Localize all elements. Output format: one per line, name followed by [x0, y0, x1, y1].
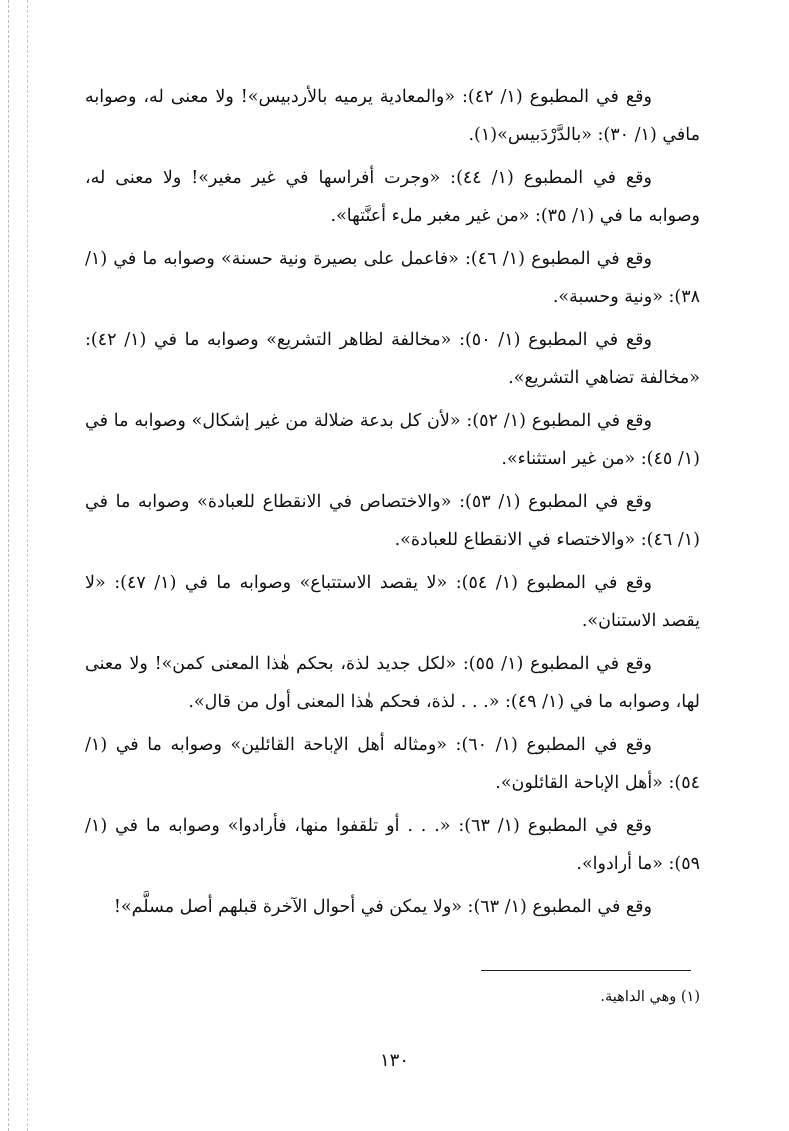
paragraph: وقع في المطبوع (١/ ٥٤): «لا يقصد الاستتباع» وصوابه ما في (١/ ٤٧): «لا يقصد الاستنان». — [85, 573, 700, 631]
main-text — [85, 78, 700, 931]
paragraph: وقع في المطبوع (١/ ٦٣): «. . . أو تلقفوا منها، فأرادوا» وصوابه ما في (١/ ٥٩): «ما أرادوا». — [85, 816, 700, 874]
paragraph: وقع في المطبوع (١/ ٤٢): «والمعادية يرميه بالأردبيس»! ولا معنى له، وصوابه مافي (١/ ٣٠): «بالدَّرْدَبيس»(١). — [85, 87, 700, 145]
page-number: ١٣٠ — [379, 1050, 409, 1071]
paragraph: وقع في المطبوع (١/ ٥٣): «والاختصاص في الانقطاع للعبادة» وصوابه ما في (١/ ٤٦): «والاختصاء في الانقطاع للعبادة». — [85, 492, 700, 550]
page-edge-line — [8, 0, 9, 1131]
paragraph: وقع في المطبوع (١/ ٦٣): «ولا يمكن في أحوال الآخرة قبلهم أصل مسلَّم»! — [113, 897, 652, 917]
footnote-divider — [481, 970, 691, 971]
paragraph: وقع في المطبوع (١/ ٤٤): «وجرت أفراسها في غير مغير»! ولا معنى له، وصوابه ما في (١/ ٣٥): «من غير مغبر ملء أعنَّتها». — [85, 168, 700, 226]
page-edge-line — [27, 0, 28, 1131]
paragraph: وقع في المطبوع (١/ ٥٥): «لكل جديد لذة، بحكم هٰذا المعنى كمن»! ولا معنى لها، وصوابه ما في (١/ ٤٩): «. . . لذة، فحكم هٰذا المعنى أول من قال». — [85, 654, 700, 712]
footnote: (١) وهي الداهية. — [600, 989, 700, 1005]
paragraph: وقع في المطبوع (١/ ٥٢): «لأن كل بدعة ضلالة من غير إشكال» وصوابه ما في (١/ ٤٥): «من غير استثناء». — [85, 411, 700, 469]
paragraph: وقع في المطبوع (١/ ٦٠): «ومثاله أهل الإباحة القائلين» وصوابه ما في (١/ ٥٤): «أهل الإباحة القائلون». — [85, 735, 700, 793]
paragraph: وقع في المطبوع (١/ ٥٠): «مخالفة لظاهر التشريع» وصوابه ما في (١/ ٤٢): «مخالفة تضاهي التشريع». — [85, 330, 700, 388]
paragraph: وقع في المطبوع (١/ ٤٦): «فاعمل على بصيرة ونية حسنة» وصوابه ما في (١/ ٣٨): «ونية وحسبة». — [85, 249, 700, 307]
